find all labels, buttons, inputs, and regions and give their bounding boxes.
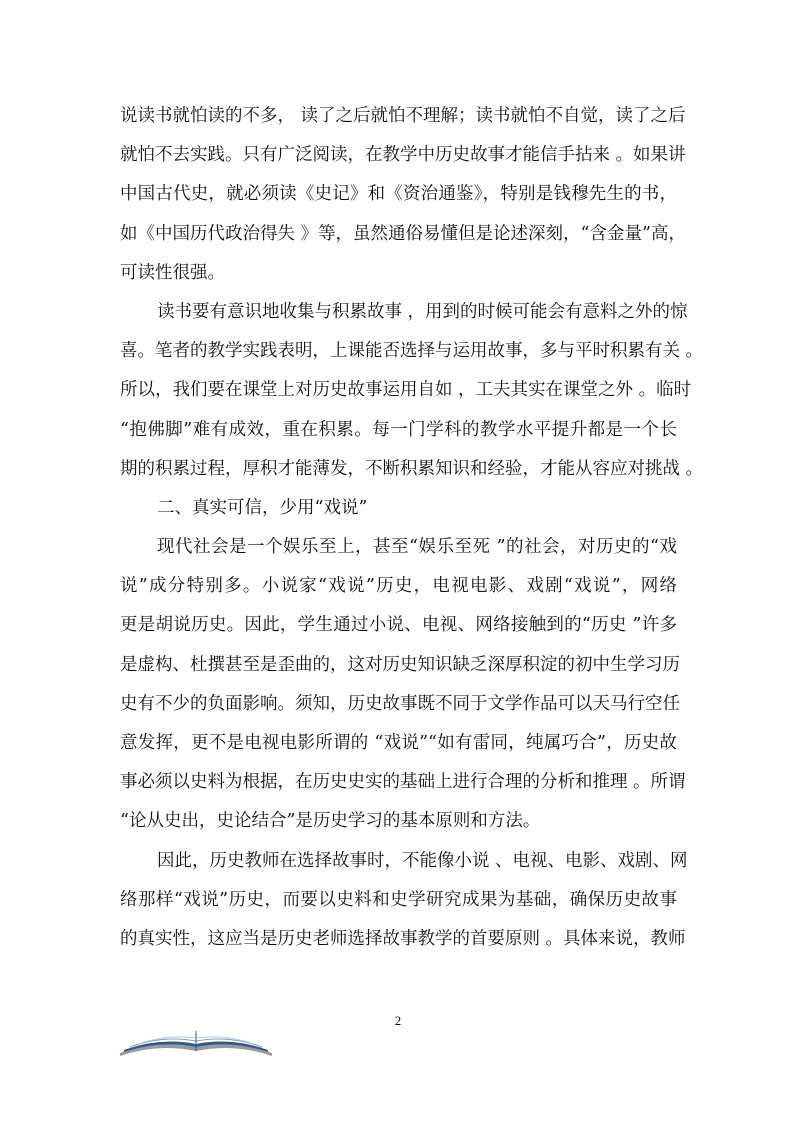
section-heading: 二、真实可信，少用“戏说” — [157, 497, 368, 518]
text-line: 史有不少的负面影响。须知，历史故事既不同于文学作品可以天马行空任 — [120, 693, 680, 714]
text-line: 期的积累过程，厚积才能薄发，不断积累知识和经验，才能从容应对挑战 。 — [120, 458, 704, 479]
body-text — [120, 97, 704, 959]
text-line: “论从史出，史论结合”是历史学习的基本原则和方法。 — [120, 811, 541, 832]
text-line: 中国古代史，就必须读《史记》和《资治通鉴》，特别是钱穆先生的书， — [120, 184, 677, 205]
text-line: “抱佛脚”难有成效，重在积累。每一门学科的教学水平提升都是一个长 — [120, 419, 677, 440]
text-line: 读书要有意识地收集与积累故事 ，用到的时候可能会有意料之外的惊 — [157, 301, 688, 322]
text-line: 如《中国历代政治得失 》等，虽然通俗易懂但是论述深刻，“含金量”高， — [120, 223, 686, 244]
text-line: 是虚构、杜撰甚至是歪曲的，这对历史知识缺乏深厚积淀的初中生学习历 — [120, 654, 680, 675]
text-line: 说”成分特别多。小说家“戏说”历史，电视电影、戏剧“戏说”，网络 — [120, 576, 677, 597]
text-line: 的真实性，这应当是历史老师选择故事教学的首要原则 。具体来说，教师 — [120, 928, 686, 949]
text-line: 说读书就怕读的不多， 读了之后就怕不理解；读书就怕不自觉，读了之后 — [120, 106, 686, 126]
text-line: 事必须以史料为根据，在历史史实的基础上进行合理的分析和推理 。所谓 — [120, 772, 686, 793]
text-line: 所以，我们要在课堂上对历史故事运用自如 ，工夫其实在课堂之外 。临时 — [120, 380, 692, 401]
text-line: 现代社会是一个娱乐至上，甚至“娱乐至死 ”的社会，对历史的“戏 — [157, 537, 677, 558]
page-number: 2 — [394, 1013, 402, 1028]
text-line: 络那样“戏说”历史，而要以史料和史学研究成果为基础，确保历史故事 — [120, 889, 677, 910]
text-line: 喜。笔者的教学实践表明，上课能否选择与运用故事，多与平时积累有关 。 — [120, 341, 704, 362]
text-line: 意发挥，更不是电视电影所谓的 “戏说”“如有雷同，纯属巧合”，历史故 — [120, 733, 677, 753]
text-line: 可读性很强。 — [120, 262, 225, 283]
text-line: 就怕不去实践。只有广泛阅读，在教学中历史故事才能信手拈来 。如果讲 — [120, 145, 686, 166]
open-book-icon — [118, 1025, 274, 1057]
text-line: 因此，历史教师在选择故事时，不能像小说 、电视、电影、戏剧、网 — [157, 850, 688, 871]
text-line: 更是胡说历史。因此，学生通过小说、电视、网络接触到的“历史 ”许多 — [120, 615, 677, 636]
